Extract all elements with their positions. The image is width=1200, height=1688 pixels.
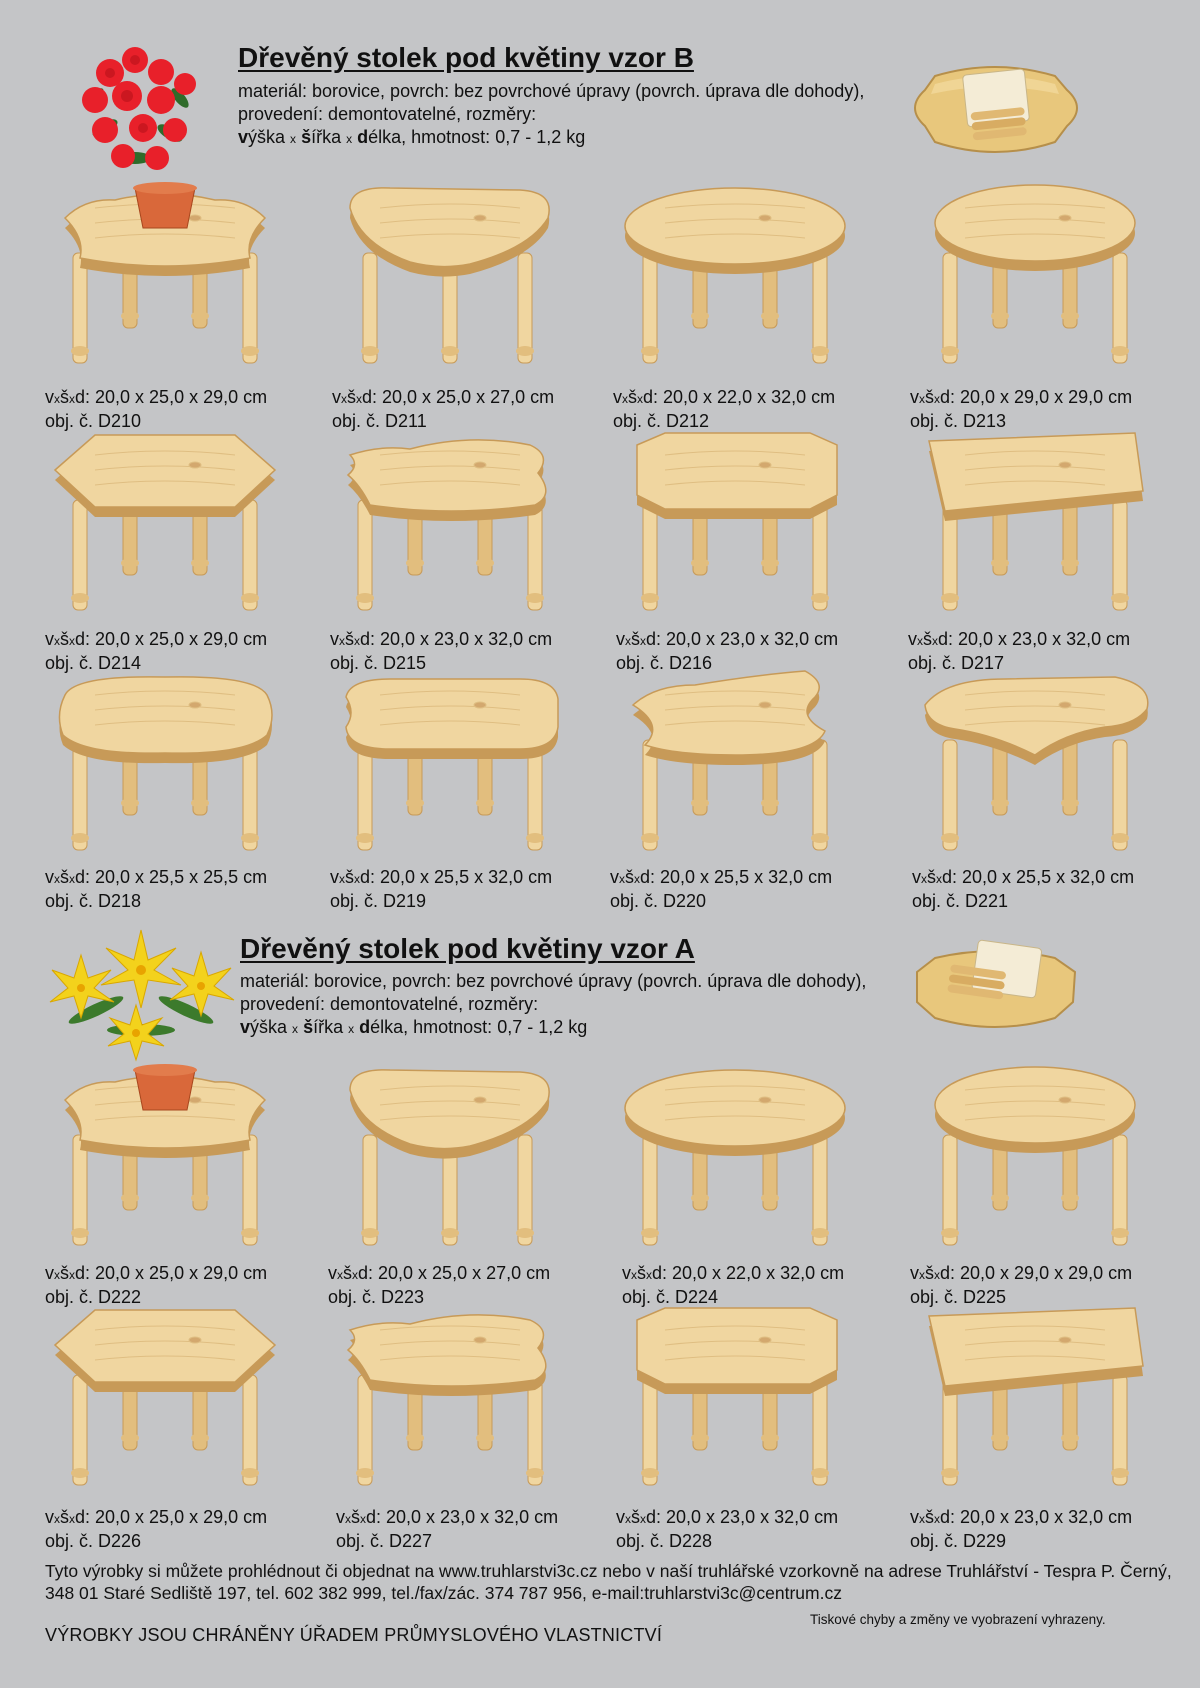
product-dimensions: vxšxd: 20,0 x 23,0 x 32,0 cm [910,1507,1133,1527]
product-code: obj. č. D225 [910,1287,1007,1307]
product-code: obj. č. D211 [332,411,427,431]
table-image [45,1060,285,1260]
product-dimensions: vxšxd: 20,0 x 23,0 x 32,0 cm [616,1507,839,1527]
product-code: obj. č. D222 [45,1287,142,1307]
contact-info: Tyto výrobky si můžete prohlédnout či objednat na www.truhlarstvi3c.cz nebo v naší truhlářské vzorkovně na adrese Truhlářství - Tespra P. Černý, 348 01 Staré Sedliště 197, tel. 602 382 999, tel./fax/zác. 374 787 956, e-mail:truhlarstvi3c@centrum.cz [45,1561,1172,1603]
product-dimensions: vxšxd: 20,0 x 25,5 x 32,0 cm [330,867,553,887]
table-image [330,425,570,625]
product-caption [912,866,1134,912]
product-dimensions: vxšxd: 20,0 x 22,0 x 32,0 cm [622,1263,845,1283]
product-code: obj. č. D218 [45,891,142,911]
table-top [55,1310,275,1382]
table-image [915,178,1155,378]
table-image [45,425,285,625]
product-code: obj. č. D223 [328,1287,425,1307]
product-code: obj. č. D229 [910,1531,1007,1551]
table-image [615,1300,855,1500]
product-caption [45,1506,267,1552]
table-top [637,1308,837,1384]
table-image [615,665,855,865]
product-code: obj. č. D227 [336,1531,433,1551]
table-image [915,665,1155,865]
product-dimensions: vxšxd: 20,0 x 25,5 x 32,0 cm [912,867,1135,887]
product-code: obj. č. D224 [622,1287,719,1307]
table-top [625,188,845,264]
product-code: obj. č. D215 [330,653,427,673]
section-description-b: materiál: borovice, povrch: bez povrchové úpravy (povrch. úprava dle dohody), provedení: demontovatelné, rozměry: výška x šířka x délka, hmotnost: 0,7 - 1,2 kg [238,81,865,147]
product-code: obj. č. D217 [908,653,1005,673]
table-image [45,178,285,378]
product-dimensions: vxšxd: 20,0 x 25,5 x 32,0 cm [610,867,833,887]
table-image [915,1060,1155,1260]
product-code: obj. č. D219 [330,891,427,911]
flower-decoration-yellow [36,910,246,1080]
table-image [45,665,285,865]
table-image [915,1300,1155,1500]
product-dimensions: vxšxd: 20,0 x 23,0 x 32,0 cm [908,629,1131,649]
table-image [615,1060,855,1260]
table-top [55,435,275,507]
product-dimensions: vxšxd: 20,0 x 22,0 x 32,0 cm [613,387,836,407]
product-caption [910,1506,1132,1552]
product-code: obj. č. D220 [610,891,707,911]
table-image [615,178,855,378]
table-image [330,665,570,865]
product-dimensions: vxšxd: 20,0 x 23,0 x 32,0 cm [616,629,839,649]
product-caption [610,866,832,912]
product-dimensions: vxšxd: 20,0 x 25,0 x 29,0 cm [45,1263,268,1283]
product-dimensions: vxšxd: 20,0 x 29,0 x 29,0 cm [910,387,1133,407]
packaging-image-a [895,928,1095,1048]
product-caption [330,866,552,912]
table-top [625,1070,845,1146]
product-code: obj. č. D210 [45,411,142,431]
table-image [915,425,1155,625]
table-image [615,425,855,625]
product-dimensions: vxšxd: 20,0 x 25,0 x 29,0 cm [45,1507,268,1527]
product-code: obj. č. D226 [45,1531,142,1551]
table-top [633,671,825,755]
section-title-b: Dřevěný stolek pod květiny vzor B [238,42,694,73]
disclaimer: Tiskové chyby a změny ve vyobrazení vyhrazeny. [810,1612,1106,1627]
product-dimensions: vxšxd: 20,0 x 25,0 x 29,0 cm [45,387,268,407]
table-image [330,1060,570,1260]
product-dimensions: vxšxd: 20,0 x 23,0 x 32,0 cm [336,1507,559,1527]
material-text: materiál: borovice, povrch: bez povrchové úpravy (povrch. úprava dle dohody), provedení: demontovatelné, rozměry: [238,81,865,124]
product-code: obj. č. D228 [616,1531,713,1551]
product-code: obj. č. D214 [45,653,142,673]
product-code: obj. č. D212 [613,411,710,431]
ip-notice: VÝROBKY JSOU CHRÁNĚNY ÚŘADEM PRŮMYSLOVÉHO VLASTNICTVÍ [45,1625,663,1645]
product-caption [616,1506,838,1552]
packaging-image-b [895,50,1095,170]
product-code: obj. č. D213 [910,411,1007,431]
table-image [45,1300,285,1500]
section-title-a: Dřevěný stolek pod květiny vzor A [240,933,695,964]
product-dimensions: vxšxd: 20,0 x 29,0 x 29,0 cm [910,1263,1133,1283]
product-dimensions: vxšxd: 20,0 x 25,0 x 27,0 cm [328,1263,551,1283]
product-caption [45,866,267,912]
product-dimensions: vxšxd: 20,0 x 25,0 x 27,0 cm [332,387,555,407]
product-code: obj. č. D216 [616,653,713,673]
product-dimensions: vxšxd: 20,0 x 23,0 x 32,0 cm [330,629,553,649]
section-description-a: materiál: borovice, povrch: bez povrchové úpravy (povrch. úprava dle dohody), provedení: demontovatelné, rozměry: výška x šířka x délka, hmotnost: 0,7 - 1,2 kg [240,971,867,1037]
material-text: materiál: borovice, povrch: bez povrchové úpravy (povrch. úprava dle dohody), provedení: demontovatelné, rozměry: [240,971,867,1014]
product-dimensions: vxšxd: 20,0 x 25,0 x 29,0 cm [45,629,268,649]
table-image [330,1300,570,1500]
product-code: obj. č. D221 [912,891,1009,911]
table-image [330,178,570,378]
table-top [346,679,558,749]
product-caption [336,1506,558,1552]
product-dimensions: vxšxd: 20,0 x 25,5 x 25,5 cm [45,867,268,887]
table-top [637,433,837,509]
table-top [59,677,272,753]
